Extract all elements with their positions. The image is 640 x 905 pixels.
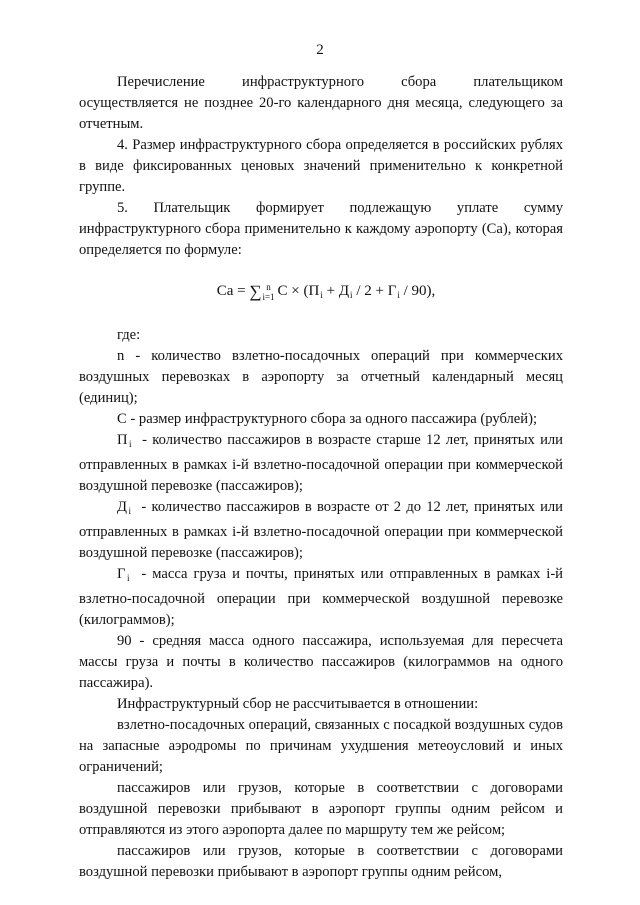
definition-n: n - количество взлетно-посадочных операций при коммерческих воздушных перевозках в аэропорту за отчетный календарный месяц (единиц);	[79, 348, 563, 406]
definition-g-symbol: Г	[117, 566, 126, 582]
sum-symbol: ∑	[249, 281, 262, 301]
definition-d-text: - количество пассажиров в возрасте от 2 до 12 лет, принятых или отправленных в рамках i-й взлетно-посадочной операции при коммерческой воздушной перевозке (пассажиров);	[79, 499, 563, 561]
document-body	[79, 72, 563, 883]
exemption-transit-same-flight: пассажиров или грузов, которые в соответствии с договорами воздушной перевозки прибывают в аэропорт группы одним рейсом и отправляются из этого аэропорта далее по маршруту тем же рейсом;	[79, 780, 563, 838]
fee-formula	[79, 279, 563, 307]
formula-lhs: Са =	[216, 283, 250, 299]
formula-g: Г	[387, 283, 397, 299]
definition-d	[79, 497, 563, 564]
formula-body-start: С × (	[277, 283, 309, 299]
definition-p-sub: i	[129, 439, 132, 449]
definition-p-symbol: П	[117, 432, 129, 448]
definition-d-sub: i	[128, 506, 131, 516]
definition-c: С - размер инфраструктурного сбора за одного пассажира (рублей);	[117, 411, 538, 427]
definition-d-symbol: Д	[117, 499, 128, 515]
formula-tail: / 90),	[399, 283, 436, 299]
formula-p: П	[308, 283, 320, 299]
definition-90: 90 - средняя масса одного пассажира, используемая для пересчета массы груза и почты в количество пассажиров (килограммов на одного пассажира).	[79, 633, 563, 691]
page-number: 2	[316, 42, 324, 58]
exemption-transit-partial: пассажиров или грузов, которые в соответствии с договорами воздушной перевозки прибывают в аэропорт группы одним рейсом,	[79, 843, 563, 880]
definition-g-sub: i	[126, 573, 130, 583]
paragraph-payment-transfer: Перечисление инфраструктурного сбора плательщиком осуществляется не позднее 20-го календарного дня месяца, следующего за отчетным.	[79, 74, 563, 132]
formula-p-sub: i	[320, 290, 323, 300]
formula-d-sub: i	[350, 290, 353, 300]
sum-limits	[262, 282, 274, 302]
formula-g-sub: i	[397, 290, 400, 300]
formula-plus: +	[322, 283, 339, 299]
paragraph-where: где:	[117, 327, 141, 343]
paragraph-exemption-intro: Инфраструктурный сбор не рассчитывается в отношении:	[117, 696, 479, 712]
sum-upper-limit: n	[266, 281, 271, 292]
formula-d: Д	[338, 283, 350, 299]
definition-p	[79, 430, 563, 497]
paragraph-payer-formula-intro: 5. Плательщик формирует подлежащую уплате сумму инфраструктурного сбора применительно к каждому аэропорту (Са), которая определяется по формуле:	[79, 200, 563, 258]
formula-div2: / 2 +	[352, 283, 388, 299]
exemption-weather: взлетно-посадочных операций, связанных с посадкой воздушных судов на запасные аэродромы по причинам ухудшения метеоусловий и иных ограничений;	[79, 717, 563, 775]
paragraph-fee-size: 4. Размер инфраструктурного сбора определяется в российских рублях в виде фиксированных ценовых значений применительно к конкретной группе.	[79, 137, 563, 195]
definition-g-text: - масса груза и почты, принятых или отправленных в рамках i-й взлетно-посадочной операции при коммерческой воздушной перевозке (килограммов);	[79, 566, 563, 628]
definition-p-text: - количество пассажиров в возрасте старше 12 лет, принятых или отправленных в рамках i-й взлетно-посадочной операции при коммерческой воздушной перевозке (пассажиров);	[79, 432, 563, 494]
definition-g	[79, 564, 563, 631]
sum-lower-limit: i=1	[262, 291, 275, 302]
